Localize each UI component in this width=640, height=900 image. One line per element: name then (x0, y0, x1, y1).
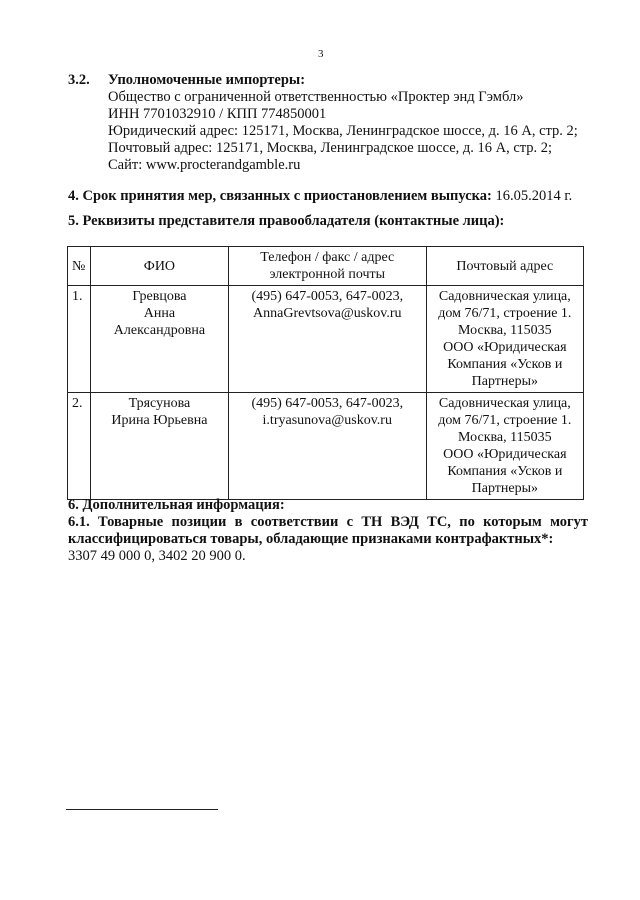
header-phone: Телефон / факс / адрес электронной почты (228, 247, 426, 286)
address-line: Садовническая улица, (438, 396, 571, 411)
section-4 (68, 188, 588, 205)
address-line: дом 76/71, строение 1. (438, 413, 572, 428)
phone-line: (495) 647-0053, 647-0023, (251, 289, 404, 304)
name-line: Анна (143, 306, 176, 321)
section-3-2 (68, 72, 588, 174)
section-3-2-number: 3.2. (68, 72, 90, 88)
address-line: дом 76/71, строение 1. (438, 306, 572, 321)
header-number: № (68, 247, 91, 286)
table-row (68, 286, 584, 393)
importer-website: Сайт: www.procterandgamble.ru (108, 157, 301, 173)
page-number: 3 (318, 48, 324, 60)
contact-name (90, 393, 228, 500)
contacts-table (67, 246, 584, 500)
address-line: ООО «Юридическая (443, 447, 567, 462)
name-line: Александровна (113, 323, 206, 338)
address-line: Партнеры» (471, 481, 539, 496)
address-line: ООО «Юридическая (443, 340, 567, 355)
header-address: Почтовый адрес (426, 247, 583, 286)
section-6 (68, 497, 588, 565)
section-4-label: 4. Срок принятия мер, связанных с приостановлением выпуска: (68, 188, 492, 204)
section-6-1-text: 6.1. Товарные позиции в соответствии с ТН ВЭД ТС, по которым могут классифицироваться товары, обладающие признаками контрафактных*: (68, 514, 588, 547)
address-line: Партнеры» (471, 374, 539, 389)
contact-postal-address (426, 286, 583, 393)
email-line: AnnaGrevtsova@uskov.ru (253, 306, 402, 321)
contact-postal-address (426, 393, 583, 500)
importer-legal-address: Юридический адрес: 125171, Москва, Ленинградское шоссе, д. 16 А, стр. 2; (108, 123, 578, 139)
email-line: i.tryasunova@uskov.ru (262, 413, 392, 428)
row-number: 2. (68, 393, 91, 500)
section-4-date: 16.05.2014 г. (495, 188, 573, 204)
header-name: ФИО (90, 247, 228, 286)
importer-company: Общество с ограниченной ответственностью «Проктер энд Гэмбл» (108, 89, 524, 105)
name-line: Гревцова (132, 289, 187, 304)
section-6-title: 6. Дополнительная информация: (68, 497, 285, 513)
section-6-1-codes: 3307 49 000 0, 3402 20 900 0. (68, 548, 246, 564)
row-number: 1. (68, 286, 91, 393)
address-line: Компания «Усков и (447, 357, 563, 372)
contact-phone-email (228, 393, 426, 500)
address-line: Компания «Усков и (447, 464, 563, 479)
table-row (68, 393, 584, 500)
address-line: Москва, 115035 (458, 430, 552, 445)
importer-details (108, 89, 588, 174)
section-3-2-heading (68, 72, 588, 89)
phone-line: (495) 647-0053, 647-0023, (251, 396, 404, 411)
name-line: Трясунова (128, 396, 191, 411)
section-5 (68, 213, 588, 230)
contact-phone-email (228, 286, 426, 393)
contact-name (90, 286, 228, 393)
importer-postal-address: Почтовый адрес: 125171, Москва, Ленинградское шоссе, д. 16 А, стр. 2; (108, 140, 553, 156)
section-5-label: 5. Реквизиты представителя правообладателя (контактные лица): (68, 213, 505, 229)
address-line: Садовническая улица, (438, 289, 571, 304)
name-line: Ирина Юрьевна (111, 413, 208, 428)
importer-inn-kpp: ИНН 7701032910 / КПП 774850001 (108, 106, 327, 122)
table-header-row (68, 247, 584, 286)
footnote-divider (66, 809, 218, 810)
section-3-2-title: Уполномоченные импортеры: (108, 72, 306, 88)
address-line: Москва, 115035 (458, 323, 552, 338)
